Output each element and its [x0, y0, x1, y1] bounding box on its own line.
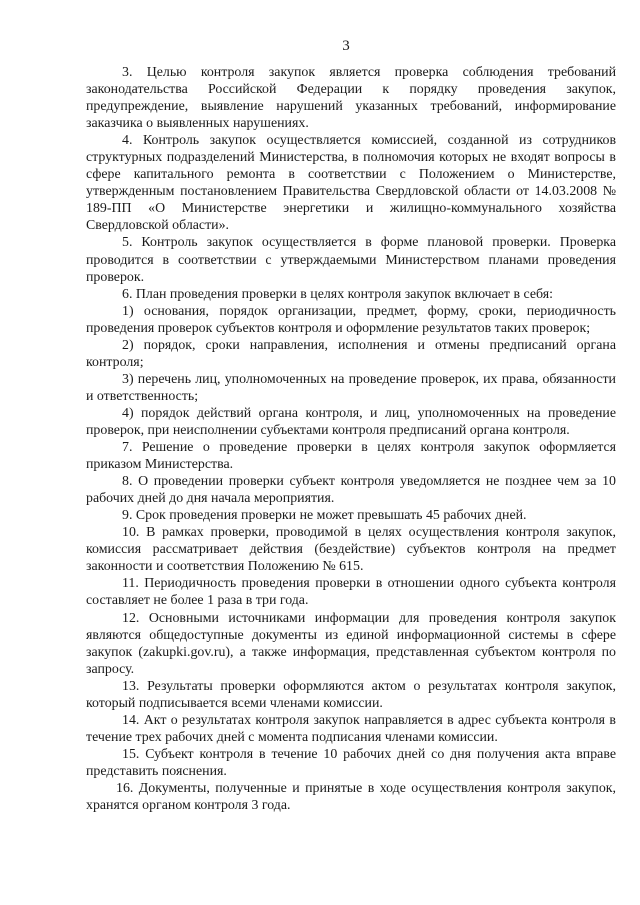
page-number: 3: [342, 38, 350, 54]
document-body: [86, 64, 616, 814]
paragraph-10: 10. В рамках проверки, проводимой в целях осуществления контроля закупок, комиссия рассматривает действия (бездействие) субъектов контроля на предмет законности и соответствия Положению № 615.: [86, 525, 616, 575]
list-item-6-2: 2) порядок, сроки направления, исполнения и отмены предписаний органа контроля;: [86, 337, 616, 370]
paragraph-16: 16. Документы, полученные и принятые в ходе осуществления контроля закупок, хранятся органом контроля 3 года.: [86, 780, 616, 814]
paragraph-14: 14. Акт о результатах контроля закупок направляется в адрес субъекта контроля в течение трех рабочих дней с момента подписания членами комиссии.: [86, 712, 616, 745]
paragraph-11: 11. Периодичность проведения проверки в отношении одного субъекта контроля составляет не более 1 раза в три года.: [86, 576, 616, 609]
paragraph-5: 5. Контроль закупок осуществляется в форме плановой проверки. Проверка проводится в соответствии с утверждаемыми Министерством планами проведения проверок.: [86, 235, 616, 285]
paragraph-4: 4. Контроль закупок осуществляется комиссией, созданной из сотрудников структурных подразделений Министерства, в полномочия которых не входят вопросы в сфере капитального ремонта в соответствии с Положением о Министерстве, утвержденным постановлением Правительства Свердловской области от 14.03.2008 № 189-ПП «О Министерстве энергетики и жилищно-коммунального хозяйства Свердловской области».: [86, 133, 616, 234]
paragraph-6: 6. План проведения проверки в целях контроля закупок включает в себя:: [122, 286, 553, 302]
list-item-6-4: 4) порядок действий органа контроля, и лиц, уполномоченных на проведение проверок, при неисполнении субъектами контроля предписаний органа контроля.: [86, 405, 616, 438]
paragraph-13: 13. Результаты проверки оформляются актом о результатах контроля закупок, который подписывается всеми членами комиссии.: [86, 678, 616, 711]
paragraph-7: 7. Решение о проведение проверки в целях контроля закупок оформляется приказом Министерства.: [86, 440, 616, 473]
paragraph-9: 9. Срок проведения проверки не может превышать 45 рабочих дней.: [122, 508, 527, 524]
list-item-6-3: 3) перечень лиц, уполномоченных на проведение проверок, их права, обязанности и ответственность;: [86, 371, 616, 404]
paragraph-8: 8. О проведении проверки субъект контроля уведомляется не позднее чем за 10 рабочих дней до дня начала мероприятия.: [86, 474, 616, 507]
list-item-6-1: 1) основания, порядок организации, предмет, форму, сроки, периодичность проведения проверок субъектов контроля и оформление результатов таких проверок;: [86, 303, 616, 336]
paragraph-15: 15. Субъект контроля в течение 10 рабочих дней со дня получения акта вправе представить пояснения.: [86, 746, 616, 779]
paragraph-12: 12. Основными источниками информации для проведения контроля закупок являются общедоступные документы из единой информационной системы в сфере закупок (zakupki.gov.ru), а также информация, представленная субъектом контроля по запросу.: [86, 610, 616, 677]
paragraph-3: 3. Целью контроля закупок является проверка соблюдения требований законодательства Российской Федерации к порядку проведения закупок, предупреждение, выявление нарушений указанных требований, информирование заказчика о выявленных нарушениях.: [86, 65, 616, 132]
